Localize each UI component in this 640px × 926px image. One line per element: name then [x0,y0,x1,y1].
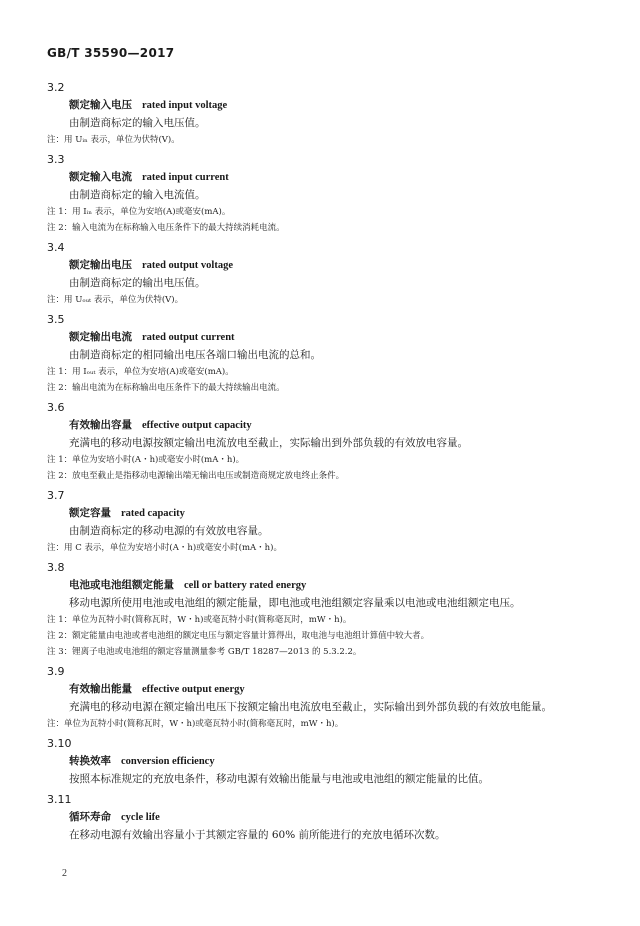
term-zh: 转换效率 [69,755,111,767]
term-heading [69,98,595,113]
definition: 充满电的移动电源按额定输出电流放电至截止，实际输出到外部负载的有效放电容量。 [69,437,468,449]
definition: 由制造商标定的相同输出电压各端口输出电流的总和。 [69,349,321,361]
clause-3-11 [47,792,595,843]
term-zh: 额定输出电压 [69,259,132,271]
term-en: rated output voltage [142,260,233,271]
term-en: rated output current [142,332,235,343]
term-zh: 有效输出容量 [69,419,132,431]
clause-3-9 [47,664,595,731]
definition: 由制造商标定的移动电源的有效放电容量。 [69,525,269,537]
term-zh: 电池或电池组额定能量 [69,579,174,591]
clause-3-7 [47,488,595,555]
term-heading [69,754,595,769]
definition: 按照本标准规定的充放电条件，移动电源有效输出能量与电池或电池组的额定能量的比值。 [69,773,489,785]
definition: 由制造商标定的输入电流值。 [69,189,206,201]
term-heading [69,418,595,433]
clause-number: 3.4 [47,241,65,254]
clause-3-6 [47,400,595,483]
definition: 在移动电源有效输出容量小于其额定容量的 60% 前所能进行的充放电循环次数。 [69,829,446,841]
term-heading [69,682,595,697]
clause-3-2 [47,80,595,147]
term-zh: 有效输出能量 [69,683,132,695]
clause-3-5 [47,312,595,395]
note: 注 2：放电至截止是指移动电源输出端无输出电压或制造商规定放电终止条件。 [47,471,345,481]
definition: 由制造商标定的输出电压值。 [69,277,206,289]
term-heading [69,506,595,521]
clause-3-10 [47,736,595,787]
term-heading [69,810,595,825]
term-heading [69,170,595,185]
definition: 由制造商标定的输入电压值。 [69,117,206,129]
definition: 充满电的移动电源在额定输出电压下按额定输出电流放电至截止，实际输出到外部负载的有效放电能量。 [69,701,552,713]
term-en: cell or battery rated energy [184,580,307,591]
term-heading [69,578,595,593]
term-heading [69,330,595,345]
clause-number: 3.7 [47,489,65,502]
clause-number: 3.9 [47,665,65,678]
term-en: rated input voltage [142,100,228,111]
note: 注：单位为瓦特小时(简称瓦时，W・h)或毫瓦特小时(简称毫瓦时，mW・h)。 [47,719,344,729]
term-zh: 循环寿命 [69,811,111,823]
note: 注 1：单位为瓦特小时(简称瓦时，W・h)或毫瓦特小时(简称毫瓦时，mW・h)。 [47,615,352,625]
term-zh: 额定输入电压 [69,99,132,111]
note: 注：用 Uᵢₙ 表示，单位为伏特(V)。 [47,135,180,145]
clause-number: 3.3 [47,153,65,166]
definition: 移动电源所使用电池或电池组的额定能量，即电池或电池组额定容量乘以电池或电池组额定电压。 [69,597,521,609]
note: 注 1：单位为安培小时(A・h)或毫安小时(mA・h)。 [47,455,245,465]
note: 注 3：锂离子电池或电池组的额定容量测量参考 GB/T 18287—2013 的 5.3.2.2。 [47,647,362,657]
page-number: 2 [62,868,67,879]
note: 注 1：用 Iₒᵤₜ 表示，单位为安培(A)或毫安(mA)。 [47,367,234,377]
clause-3-4 [47,240,595,307]
term-en: rated capacity [121,508,185,519]
term-en: conversion efficiency [121,756,215,767]
clause-number: 3.5 [47,313,65,326]
note: 注：用 Uₒᵤₜ 表示，单位为伏特(V)。 [47,295,184,305]
note: 注 2：额定能量由电池或者电池组的额定电压与额定容量计算得出，取电池与电池组计算值中较大者。 [47,631,430,641]
term-zh: 额定容量 [69,507,111,519]
term-en: effective output energy [142,684,245,695]
note: 注 1：用 Iᵢₙ 表示，单位为安培(A)或毫安(mA)。 [47,207,231,217]
clause-3-8 [47,560,595,659]
clause-number: 3.8 [47,561,65,574]
clause-number: 3.10 [47,737,72,750]
note: 注：用 C 表示，单位为安培小时(A・h)或毫安小时(mA・h)。 [47,543,282,553]
term-zh: 额定输入电流 [69,171,132,183]
note: 注 2：输入电流为在标称输入电压条件下的最大持续消耗电流。 [47,223,285,233]
clause-number: 3.6 [47,401,65,414]
term-en: rated input current [142,172,229,183]
clause-3-3 [47,152,595,235]
term-en: cycle life [121,812,160,823]
clause-number: 3.11 [47,793,72,806]
term-zh: 额定输出电流 [69,331,132,343]
clause-number: 3.2 [47,81,65,94]
term-en: effective output capacity [142,420,252,431]
note: 注 2：输出电流为在标称输出电压条件下的最大持续输出电流。 [47,383,285,393]
document-header: GB/T 35590—2017 [47,46,175,60]
document-body [47,80,595,845]
term-heading [69,258,595,273]
